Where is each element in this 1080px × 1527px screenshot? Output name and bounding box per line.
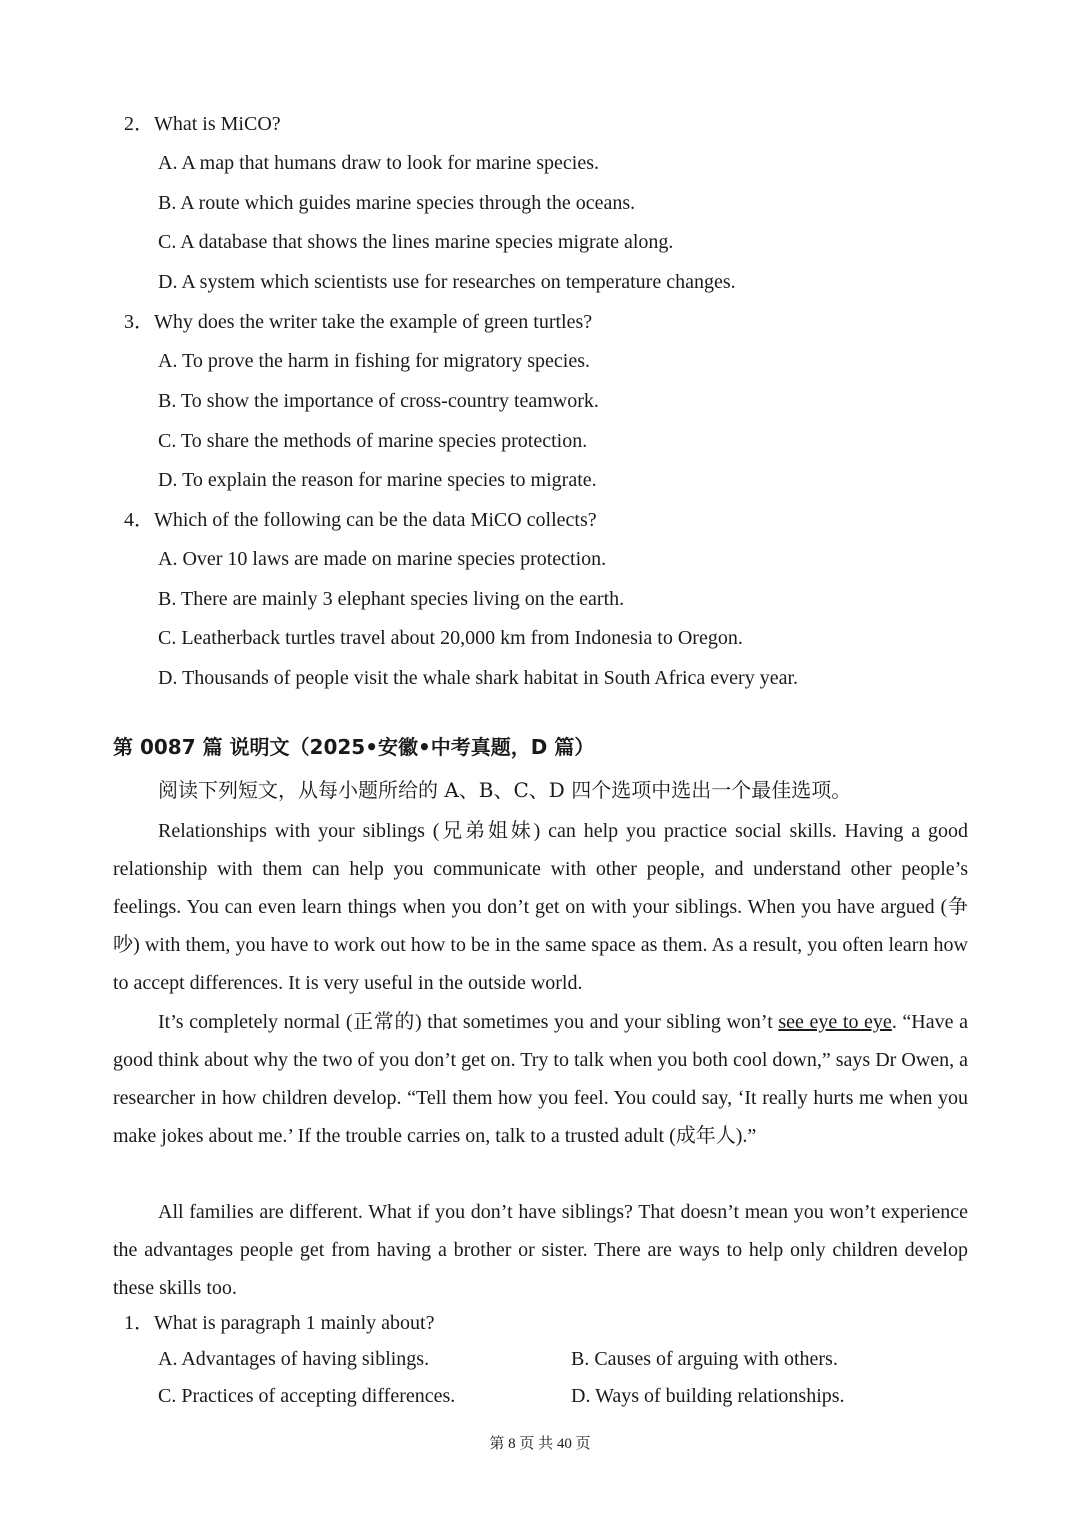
question-1-stem: 1．What is paragraph 1 mainly about?	[124, 1312, 435, 1334]
question-1-option-d: D. Ways of building relationships.	[571, 1385, 845, 1407]
section-instruction: 阅读下列短文，从每小题所给的 A、B、C、D 四个选项中选出一个最佳选项。	[158, 778, 852, 802]
page-footer: 第 8 页 共 40 页	[489, 1436, 591, 1452]
question-1-option-b: B. Causes of arguing with others.	[571, 1348, 838, 1370]
question-2-option-d: D. A system which scientists use for researches on temperature changes.	[158, 271, 736, 293]
question-3-option-c: C. To share the methods of marine species protection.	[158, 430, 588, 452]
paragraph-2-text-before: It’s completely normal (正常的) that sometimes you and your sibling won’t	[158, 1011, 779, 1033]
question-3-option-d: D. To explain the reason for marine species to migrate.	[158, 469, 597, 491]
question-4-option-a: A. Over 10 laws are made on marine species protection.	[158, 548, 607, 570]
question-4-option-c: C. Leatherback turtles travel about 20,000 km from Indonesia to Oregon.	[158, 627, 743, 649]
question-4-option-b: B. There are mainly 3 elephant species living on the earth.	[158, 588, 625, 610]
passage-paragraph-3: All families are different. What if you don’t have siblings? That doesn’t mean you won’t experience the advantages people get from having a brother or sister. There are ways to help only children develop these skills too.	[113, 1201, 968, 1299]
passage-paragraph-1: Relationships with your siblings (兄弟姐妹) can help you practice social skills. Having a good relationship with them can help you communicate with other people, and understand other people’s feelings. You can even learn things when you don’t get on with your siblings. When you have argued (争吵) with them, you have to work out how to be in the same space as them. As a result, you often learn how to accept differences. It is very useful in the outside world.	[113, 820, 968, 994]
question-4-option-d: D. Thousands of people visit the whale shark habitat in South Africa every year.	[158, 667, 799, 689]
question-1-option-a: A. Advantages of having siblings.	[158, 1348, 430, 1370]
question-4-stem: 4．Which of the following can be the data MiCO collects?	[124, 509, 597, 531]
passage-paragraph-2	[113, 1003, 968, 1155]
question-2-option-b: B. A route which guides marine species through the oceans.	[158, 192, 636, 214]
question-3-option-b: B. To show the importance of cross-country teamwork.	[158, 390, 599, 412]
question-3-option-a: A. To prove the harm in fishing for migratory species.	[158, 350, 591, 372]
paragraph-2-text-after: . “Have a good think about why the two of you don’t get on. Try to talk when you both cool down,” says Dr Owen, a researcher in how children develop. “Tell them how you feel. You could say, ‘It really hurts me when you make jokes about me.’ If the trouble carries on, talk to a trusted adult (成年人).”	[113, 1011, 968, 1147]
question-2-option-c: C. A database that shows the lines marine species migrate along.	[158, 231, 674, 253]
question-1-option-c: C. Practices of accepting differences.	[158, 1385, 456, 1407]
section-heading: 第 0087 篇 说明文（2025•安徽•中考真题，D 篇）	[113, 735, 595, 759]
underlined-phrase: see eye to eye	[778, 1011, 892, 1033]
question-2-stem: 2．What is MiCO?	[124, 113, 281, 135]
question-2-option-a: A. A map that humans draw to look for marine species.	[158, 152, 600, 174]
question-3-stem: 3．Why does the writer take the example of green turtles?	[124, 311, 593, 333]
